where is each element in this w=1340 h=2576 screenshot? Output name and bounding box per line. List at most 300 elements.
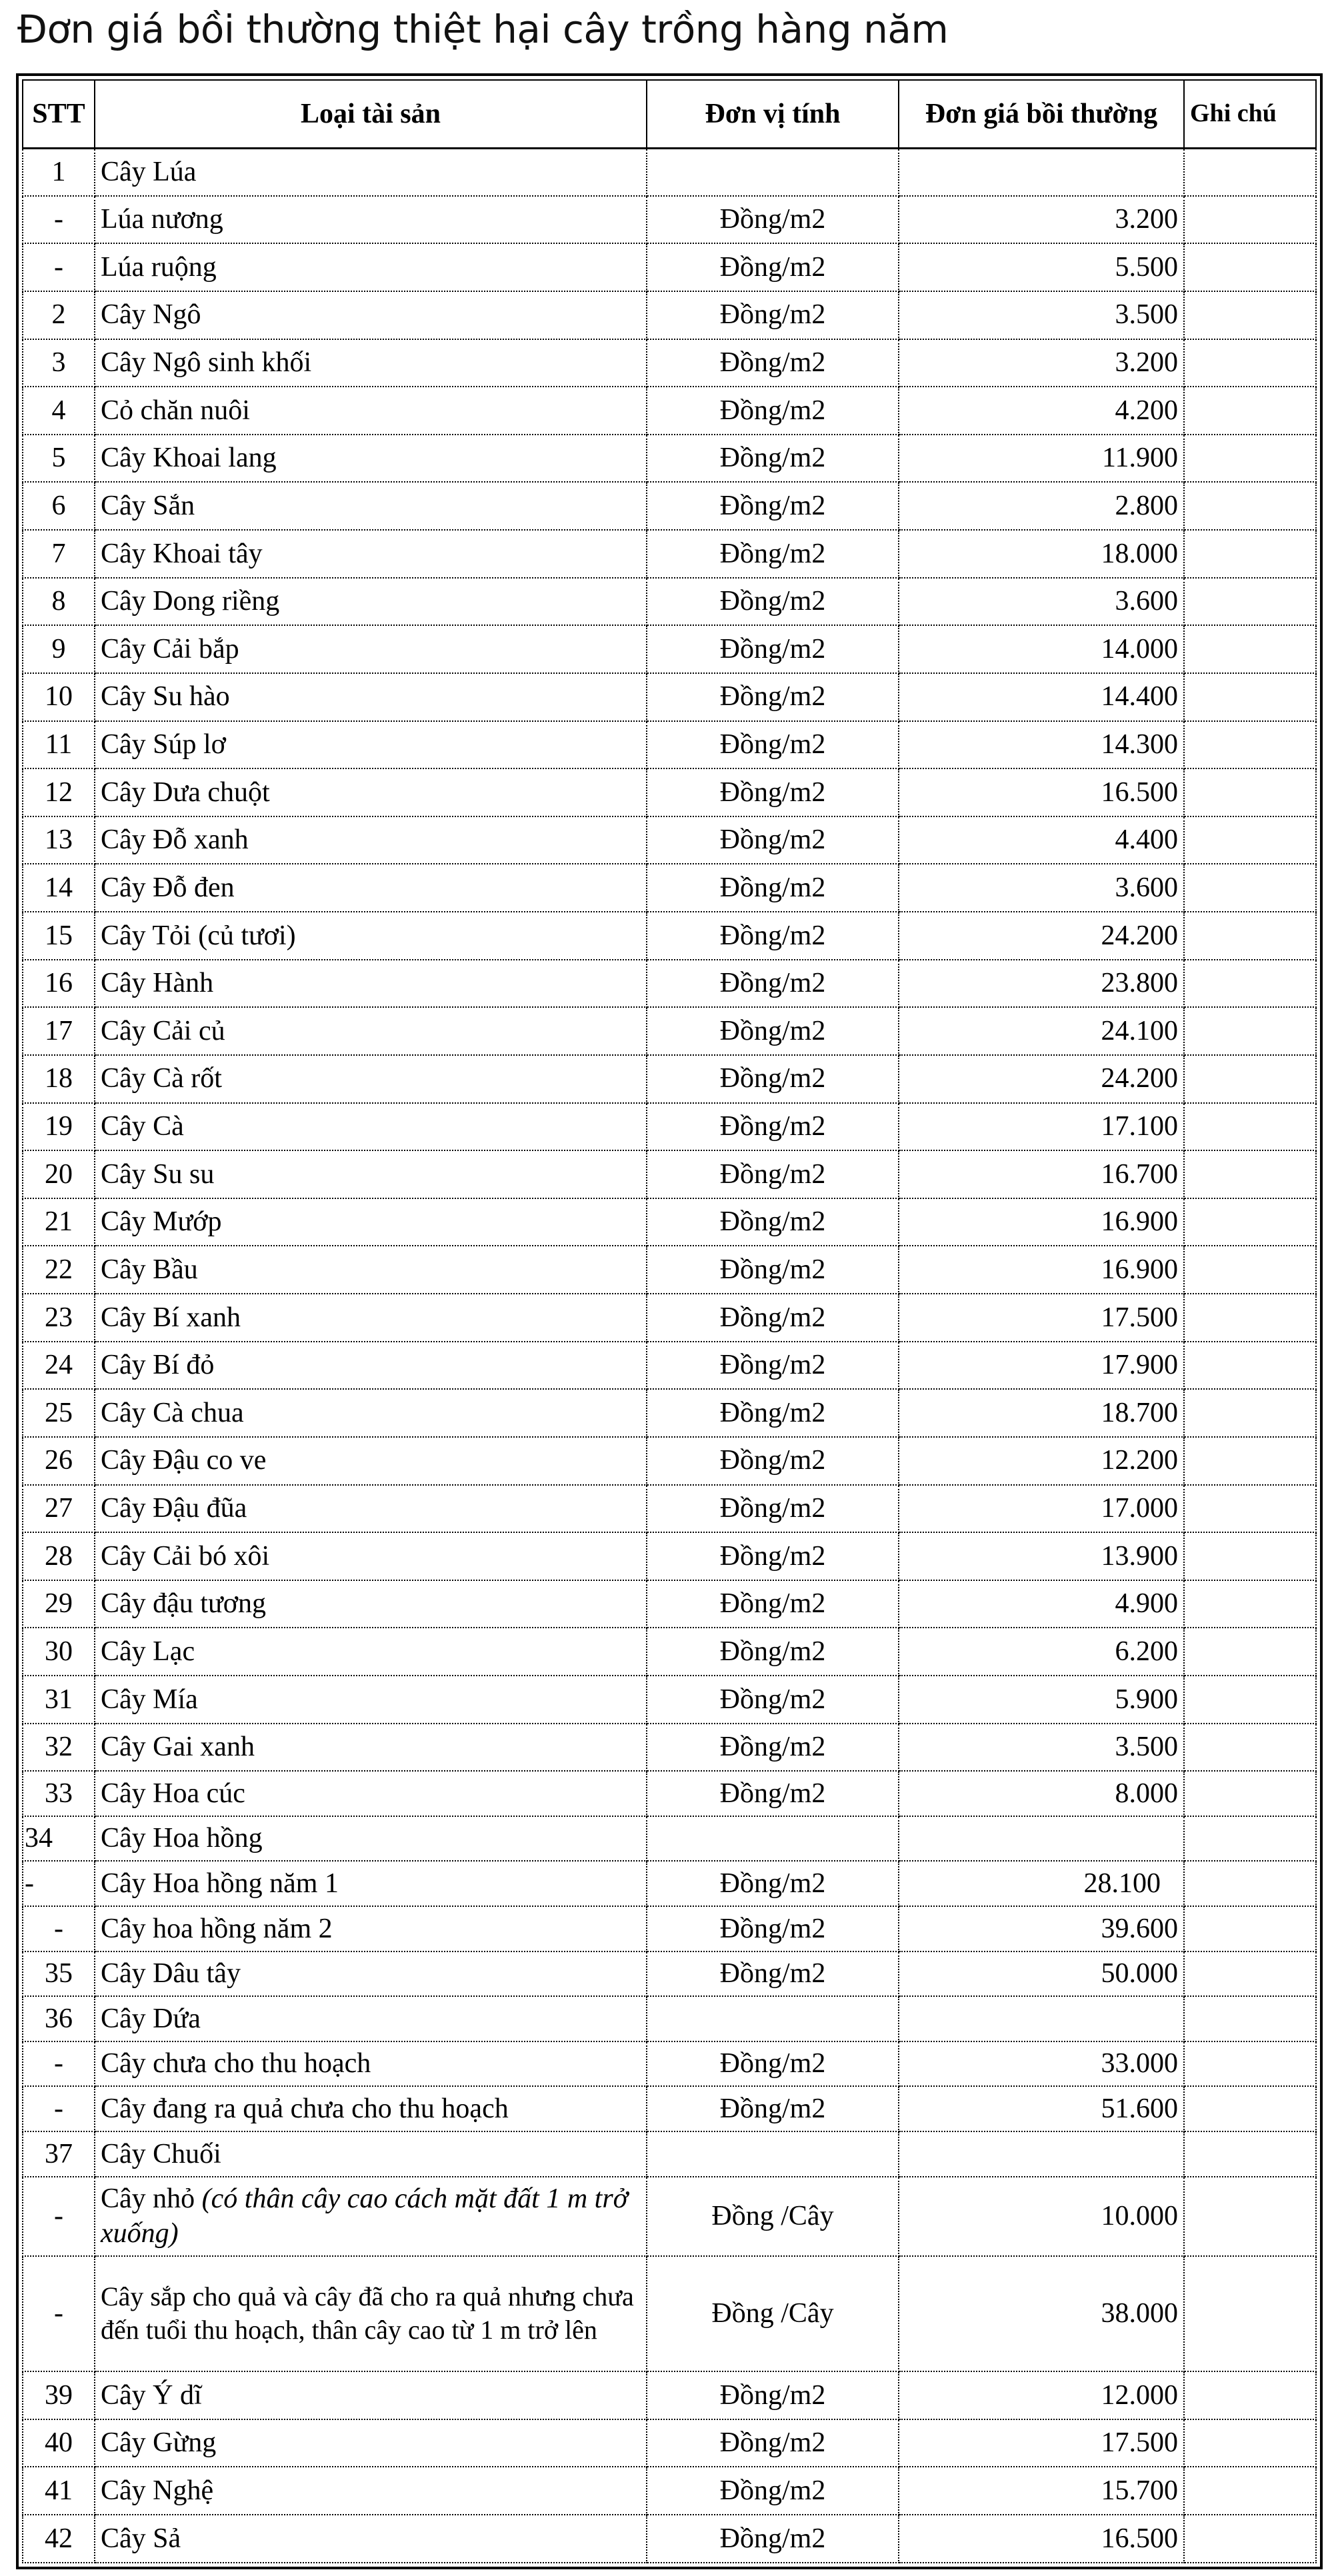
cell-asset-type — [95, 1861, 647, 1906]
cell-unit — [647, 148, 899, 196]
cell-asset-type — [95, 2131, 647, 2177]
cell-note — [1184, 339, 1316, 387]
cell-price: 38.000 — [899, 2256, 1184, 2372]
asset-name: Cây chưa cho thu hoạch — [101, 2048, 371, 2079]
cell-price: 16.500 — [899, 768, 1184, 816]
cell-unit: Đồng/m2 — [647, 578, 899, 626]
cell-unit: Đồng/m2 — [647, 1580, 899, 1628]
cell-note — [1184, 2419, 1316, 2467]
asset-name: Cây hoa hồng năm 2 — [101, 1913, 333, 1944]
asset-name: Cây Đỗ xanh — [101, 824, 249, 856]
cell-asset-type — [95, 1676, 647, 1724]
cell-stt: 15 — [23, 912, 95, 960]
cell-asset-type — [95, 1389, 647, 1437]
cell-unit: Đồng/m2 — [647, 2515, 899, 2563]
table-row — [23, 1055, 1316, 1103]
table-row — [23, 1485, 1316, 1533]
asset-name: Cây nhỏ — [101, 2183, 195, 2214]
cell-note — [1184, 1906, 1316, 1951]
cell-unit: Đồng /Cây — [647, 2177, 899, 2256]
cell-price: 17.500 — [899, 2419, 1184, 2467]
cell-price: 17.000 — [899, 1485, 1184, 1533]
cell-note — [1184, 1628, 1316, 1676]
table-row — [23, 1816, 1316, 1862]
cell-asset-type — [95, 2515, 647, 2563]
cell-stt: - — [23, 2256, 95, 2372]
table-row — [23, 1628, 1316, 1676]
cell-stt: 9 — [23, 625, 95, 673]
cell-stt: 42 — [23, 2515, 95, 2563]
cell-note — [1184, 2515, 1316, 2563]
cell-stt: 28 — [23, 1532, 95, 1580]
table-row — [23, 960, 1316, 1008]
table-row — [23, 530, 1316, 578]
cell-stt: 1 — [23, 148, 95, 196]
cell-unit: Đồng/m2 — [647, 816, 899, 864]
cell-price: 16.500 — [899, 2515, 1184, 2563]
cell-asset-type — [95, 148, 647, 196]
cell-unit: Đồng/m2 — [647, 912, 899, 960]
asset-name: Cây Chuối — [101, 2138, 221, 2169]
table-row — [23, 1724, 1316, 1772]
cell-price: 24.200 — [899, 1055, 1184, 1103]
cell-note — [1184, 1532, 1316, 1580]
table-row — [23, 2515, 1316, 2563]
cell-price: 13.900 — [899, 1532, 1184, 1580]
table-row — [23, 2177, 1316, 2256]
cell-asset-type — [95, 1628, 647, 1676]
table-row — [23, 1771, 1316, 1816]
cell-price: 3.200 — [899, 196, 1184, 244]
asset-name: Cây Dong riềng — [101, 586, 280, 617]
asset-name: Cây Dưa chuột — [101, 776, 270, 808]
cell-asset-type — [95, 1580, 647, 1628]
cell-unit: Đồng/m2 — [647, 2419, 899, 2467]
table-row — [23, 1246, 1316, 1294]
cell-price: 15.700 — [899, 2467, 1184, 2515]
cell-note — [1184, 1103, 1316, 1151]
cell-note — [1184, 387, 1316, 435]
table-row — [23, 243, 1316, 291]
cell-unit: Đồng /Cây — [647, 2256, 899, 2372]
cell-asset-type — [95, 912, 647, 960]
cell-price: 39.600 — [899, 1906, 1184, 1951]
cell-note — [1184, 721, 1316, 769]
cell-note — [1184, 530, 1316, 578]
asset-name: Cây Dâu tây — [101, 1958, 241, 1989]
cell-unit: Đồng/m2 — [647, 2371, 899, 2419]
cell-asset-type — [95, 2256, 647, 2372]
cell-unit — [647, 1816, 899, 1862]
asset-name: Cây Hoa hồng — [101, 1823, 263, 1854]
cell-stt: 7 — [23, 530, 95, 578]
cell-stt: 4 — [23, 387, 95, 435]
column-header-unit: Đơn vị tính — [647, 80, 899, 148]
asset-name: Cây Đỗ đen — [101, 872, 235, 903]
cell-note — [1184, 1150, 1316, 1198]
cell-asset-type — [95, 816, 647, 864]
asset-name: Cây Hoa hồng năm 1 — [101, 1868, 339, 1899]
cell-stt: 24 — [23, 1342, 95, 1390]
cell-note — [1184, 1294, 1316, 1342]
cell-asset-type — [95, 864, 647, 912]
column-header-price: Đơn giá bồi thường — [899, 80, 1184, 148]
table-row — [23, 1951, 1316, 1997]
cell-unit: Đồng/m2 — [647, 243, 899, 291]
table-row — [23, 435, 1316, 483]
cell-note — [1184, 2256, 1316, 2372]
cell-unit: Đồng/m2 — [647, 387, 899, 435]
cell-price: 16.900 — [899, 1246, 1184, 1294]
cell-asset-type — [95, 1342, 647, 1390]
table-row — [23, 1389, 1316, 1437]
cell-unit: Đồng/m2 — [647, 1150, 899, 1198]
cell-note — [1184, 1055, 1316, 1103]
table-row — [23, 1906, 1316, 1951]
cell-unit: Đồng/m2 — [647, 1628, 899, 1676]
cell-unit: Đồng/m2 — [647, 1861, 899, 1906]
cell-note — [1184, 1198, 1316, 1246]
cell-asset-type — [95, 1103, 647, 1151]
cell-price: 18.700 — [899, 1389, 1184, 1437]
cell-unit: Đồng/m2 — [647, 625, 899, 673]
column-header-note: Ghi chú — [1184, 80, 1316, 148]
cell-price: 8.000 — [899, 1771, 1184, 1816]
cell-stt: 21 — [23, 1198, 95, 1246]
cell-asset-type — [95, 196, 647, 244]
cell-note — [1184, 864, 1316, 912]
cell-price: 5.500 — [899, 243, 1184, 291]
cell-stt: - — [23, 2041, 95, 2087]
cell-stt: 20 — [23, 1150, 95, 1198]
asset-name: Cây Bí xanh — [101, 1302, 241, 1333]
cell-price: 50.000 — [899, 1951, 1184, 1997]
asset-name: Cây Khoai tây — [101, 538, 263, 569]
cell-unit: Đồng/m2 — [647, 2086, 899, 2131]
compensation-table-frame — [16, 73, 1323, 2569]
cell-stt: 8 — [23, 578, 95, 626]
cell-price: 3.500 — [899, 291, 1184, 339]
cell-stt: 41 — [23, 2467, 95, 2515]
cell-stt: 32 — [23, 1724, 95, 1772]
cell-price: 24.200 — [899, 912, 1184, 960]
cell-asset-type — [95, 2467, 647, 2515]
cell-unit: Đồng/m2 — [647, 291, 899, 339]
cell-unit: Đồng/m2 — [647, 2467, 899, 2515]
cell-asset-type — [95, 435, 647, 483]
cell-stt: 31 — [23, 1676, 95, 1724]
cell-stt: 34 — [23, 1816, 95, 1862]
cell-asset-type — [95, 1437, 647, 1485]
cell-stt: - — [23, 243, 95, 291]
cell-price: 18.000 — [899, 530, 1184, 578]
cell-note — [1184, 768, 1316, 816]
table-row — [23, 625, 1316, 673]
cell-unit: Đồng/m2 — [647, 1906, 899, 1951]
cell-note — [1184, 2041, 1316, 2087]
table-row — [23, 816, 1316, 864]
table-row — [23, 1198, 1316, 1246]
table-row — [23, 2131, 1316, 2177]
cell-note — [1184, 2371, 1316, 2419]
table-row — [23, 721, 1316, 769]
table-header-row — [23, 80, 1316, 148]
cell-stt: - — [23, 1861, 95, 1906]
cell-price: 3.200 — [899, 339, 1184, 387]
cell-unit: Đồng/m2 — [647, 1951, 899, 1997]
cell-unit: Đồng/m2 — [647, 721, 899, 769]
cell-unit: Đồng/m2 — [647, 339, 899, 387]
asset-name: Cây Su su — [101, 1158, 215, 1190]
cell-stt: 13 — [23, 816, 95, 864]
cell-price: 5.900 — [899, 1676, 1184, 1724]
table-row — [23, 2256, 1316, 2372]
table-row — [23, 196, 1316, 244]
cell-unit: Đồng/m2 — [647, 1103, 899, 1151]
cell-note — [1184, 1342, 1316, 1390]
cell-note — [1184, 2086, 1316, 2131]
cell-asset-type — [95, 291, 647, 339]
cell-price: 11.900 — [899, 435, 1184, 483]
cell-price — [899, 1816, 1184, 1862]
cell-note — [1184, 1816, 1316, 1862]
asset-name: Cây Đậu co ve — [101, 1445, 267, 1476]
column-header-asset-type: Loại tài sản — [95, 80, 647, 148]
cell-note — [1184, 673, 1316, 721]
cell-note — [1184, 1389, 1316, 1437]
cell-price: 12.000 — [899, 2371, 1184, 2419]
cell-note — [1184, 578, 1316, 626]
cell-unit: Đồng/m2 — [647, 768, 899, 816]
table-row — [23, 864, 1316, 912]
cell-price: 3.500 — [899, 1724, 1184, 1772]
cell-stt: 14 — [23, 864, 95, 912]
cell-unit: Đồng/m2 — [647, 1342, 899, 1390]
asset-name: Cây sắp cho quả và cây đã cho ra quả nhưng chưa đến tuổi thu hoạch, thân cây cao từ 1 m trở lên — [101, 2281, 634, 2345]
cell-price — [899, 2131, 1184, 2177]
asset-name: Cây Mía — [101, 1684, 198, 1715]
table-row — [23, 1342, 1316, 1390]
cell-stt: 6 — [23, 482, 95, 530]
asset-name: Lúa nương — [101, 204, 223, 235]
cell-unit: Đồng/m2 — [647, 960, 899, 1008]
cell-price: 16.900 — [899, 1198, 1184, 1246]
cell-price — [899, 148, 1184, 196]
asset-name: Cây Súp lơ — [101, 729, 226, 760]
cell-stt: 30 — [23, 1628, 95, 1676]
cell-stt: 10 — [23, 673, 95, 721]
table-row — [23, 2467, 1316, 2515]
table-row — [23, 148, 1316, 196]
cell-stt: 26 — [23, 1437, 95, 1485]
cell-price: 14.000 — [899, 625, 1184, 673]
asset-name: Cây Cà chua — [101, 1397, 244, 1428]
cell-stt: - — [23, 1906, 95, 1951]
cell-asset-type — [95, 1150, 647, 1198]
cell-note — [1184, 1996, 1316, 2041]
cell-price: 33.000 — [899, 2041, 1184, 2087]
table-row — [23, 1532, 1316, 1580]
table-row — [23, 1437, 1316, 1485]
cell-price: 12.200 — [899, 1437, 1184, 1485]
cell-unit: Đồng/m2 — [647, 1246, 899, 1294]
cell-unit: Đồng/m2 — [647, 673, 899, 721]
cell-asset-type — [95, 1724, 647, 1772]
table-row — [23, 2419, 1316, 2467]
asset-name: Cây Nghệ — [101, 2475, 214, 2506]
asset-name: Cây Dứa — [101, 2003, 201, 2034]
page-title: Đơn giá bồi thường thiệt hại cây trồng hàng năm — [17, 7, 949, 52]
cell-price: 4.900 — [899, 1580, 1184, 1628]
asset-name: Cây Lúa — [101, 156, 197, 187]
cell-asset-type — [95, 1771, 647, 1816]
cell-stt: 40 — [23, 2419, 95, 2467]
cell-price: 10.000 — [899, 2177, 1184, 2256]
cell-stt: 11 — [23, 721, 95, 769]
cell-note — [1184, 816, 1316, 864]
cell-price: 3.600 — [899, 578, 1184, 626]
table-row — [23, 2371, 1316, 2419]
cell-asset-type — [95, 2177, 647, 2256]
cell-unit — [647, 2131, 899, 2177]
cell-note — [1184, 1724, 1316, 1772]
table-row — [23, 1150, 1316, 1198]
cell-asset-type — [95, 2086, 647, 2131]
asset-name: Cây Sả — [101, 2523, 181, 2554]
cell-price: 51.600 — [899, 2086, 1184, 2131]
cell-stt: 2 — [23, 291, 95, 339]
table-row — [23, 673, 1316, 721]
cell-unit: Đồng/m2 — [647, 1055, 899, 1103]
table-row — [23, 2086, 1316, 2131]
cell-stt: 16 — [23, 960, 95, 1008]
cell-stt: 29 — [23, 1580, 95, 1628]
cell-note — [1184, 1951, 1316, 1997]
asset-name: Cây Ngô — [101, 299, 201, 331]
cell-asset-type — [95, 1816, 647, 1862]
table-row — [23, 1103, 1316, 1151]
asset-name: Cây Bí đỏ — [101, 1350, 215, 1381]
cell-asset-type — [95, 387, 647, 435]
table-row — [23, 2041, 1316, 2087]
cell-price: 4.200 — [899, 387, 1184, 435]
cell-stt: 5 — [23, 435, 95, 483]
cell-asset-type — [95, 625, 647, 673]
table-row — [23, 1676, 1316, 1724]
cell-note — [1184, 1771, 1316, 1816]
cell-asset-type — [95, 1198, 647, 1246]
cell-unit: Đồng/m2 — [647, 1532, 899, 1580]
cell-asset-type — [95, 530, 647, 578]
asset-name: Cây Hành — [101, 968, 214, 999]
asset-name: Cây Gừng — [101, 2427, 217, 2459]
asset-name: Cây Cải củ — [101, 1015, 225, 1046]
asset-name: Cây Gai xanh — [101, 1732, 255, 1763]
cell-price: 14.300 — [899, 721, 1184, 769]
asset-name: Cây Tỏi (củ tươi) — [101, 920, 296, 951]
cell-stt: - — [23, 196, 95, 244]
cell-price: 24.100 — [899, 1007, 1184, 1055]
cell-asset-type — [95, 2419, 647, 2467]
cell-asset-type — [95, 1294, 647, 1342]
cell-stt: 37 — [23, 2131, 95, 2177]
cell-price: 6.200 — [899, 1628, 1184, 1676]
cell-note — [1184, 1676, 1316, 1724]
table-row — [23, 768, 1316, 816]
cell-asset-type — [95, 1485, 647, 1533]
cell-stt: 35 — [23, 1951, 95, 1997]
cell-note — [1184, 243, 1316, 291]
asset-name: Cây Sắn — [101, 490, 195, 521]
cell-stt: - — [23, 2177, 95, 2256]
cell-price: 17.900 — [899, 1342, 1184, 1390]
cell-stt: 25 — [23, 1389, 95, 1437]
cell-asset-type — [95, 673, 647, 721]
cell-asset-type — [95, 578, 647, 626]
table-row — [23, 1294, 1316, 1342]
asset-name: Cây Cải bắp — [101, 633, 239, 664]
cell-asset-type — [95, 1055, 647, 1103]
cell-note — [1184, 912, 1316, 960]
cell-asset-type — [95, 2371, 647, 2419]
cell-unit: Đồng/m2 — [647, 1676, 899, 1724]
cell-price: 17.100 — [899, 1103, 1184, 1151]
cell-asset-type — [95, 482, 647, 530]
column-header-stt: STT — [23, 80, 95, 148]
cell-price: 23.800 — [899, 960, 1184, 1008]
table-row — [23, 1007, 1316, 1055]
cell-stt: 12 — [23, 768, 95, 816]
cell-price: 2.800 — [899, 482, 1184, 530]
cell-note — [1184, 1437, 1316, 1485]
asset-name: Cây Mướp — [101, 1206, 222, 1238]
cell-note — [1184, 960, 1316, 1008]
asset-name: Cây Ngô sinh khối — [101, 347, 312, 379]
cell-unit: Đồng/m2 — [647, 864, 899, 912]
cell-note — [1184, 291, 1316, 339]
cell-note — [1184, 1007, 1316, 1055]
cell-price: 16.700 — [899, 1150, 1184, 1198]
table-row — [23, 387, 1316, 435]
asset-name: Cây đang ra quả chưa cho thu hoạch — [101, 2093, 509, 2124]
cell-asset-type — [95, 1532, 647, 1580]
cell-asset-type — [95, 339, 647, 387]
cell-note — [1184, 196, 1316, 244]
cell-unit: Đồng/m2 — [647, 482, 899, 530]
cell-asset-type — [95, 1996, 647, 2041]
asset-name: Cây Cà rốt — [101, 1063, 222, 1094]
cell-stt: 18 — [23, 1055, 95, 1103]
cell-unit: Đồng/m2 — [647, 1294, 899, 1342]
cell-stt: 33 — [23, 1771, 95, 1816]
cell-price: 3.600 — [899, 864, 1184, 912]
cell-stt: 3 — [23, 339, 95, 387]
asset-name: Lúa ruộng — [101, 251, 217, 283]
cell-unit: Đồng/m2 — [647, 1007, 899, 1055]
table-row — [23, 1580, 1316, 1628]
cell-price: 4.400 — [899, 816, 1184, 864]
cell-unit: Đồng/m2 — [647, 1437, 899, 1485]
table-row — [23, 1861, 1316, 1906]
cell-note — [1184, 1580, 1316, 1628]
cell-note — [1184, 1485, 1316, 1533]
cell-asset-type — [95, 1951, 647, 1997]
asset-name: Cây Cải bó xôi — [101, 1540, 270, 1572]
cell-price: 28.100 — [899, 1861, 1184, 1906]
cell-unit: Đồng/m2 — [647, 1485, 899, 1533]
table-row — [23, 339, 1316, 387]
cell-unit: Đồng/m2 — [647, 435, 899, 483]
